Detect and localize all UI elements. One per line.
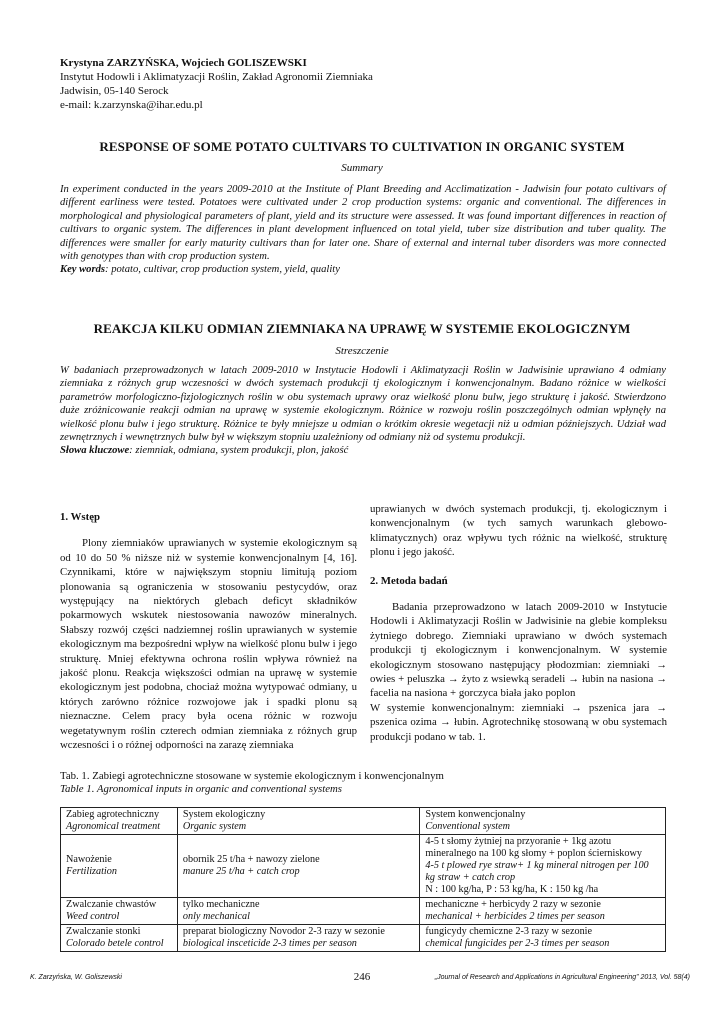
section-1-heading: 1. Wstęp: [60, 511, 100, 523]
table-cell: [61, 925, 178, 952]
author-block: [60, 56, 373, 112]
table-cell: [61, 835, 178, 898]
slowa-kluczowe-text: : ziemniak, odmiana, system produkcji, plon, jakość: [129, 445, 349, 457]
header-pl: System konwencjonalny: [425, 809, 526, 820]
section-2-text-1: Badania przeprowadzono w latach 2009-2010 w Instytucie Hodowli i Aklimatyzacji Roślin w Jadwisinie na glebie kompleksu żytniego dobrego. Ziemniaki uprawiano w dwóch systemach produkcji tj ekologicznym i konwencjonalnym. W systemie ekologicznym stosowano następujący płodozmian: ziemniaki → owies + peluszka → żyto z wsiewką seradeli → łubin na nasiona → facelia na nasiona + gorczyca biała jako poplon: [370, 601, 667, 700]
email: e-mail: k.zarzynska@ihar.edu.pl: [60, 99, 203, 111]
footer-journal: „Journal of Research and Applications in Agricultural Engineering” 2013, Vol. 58(4): [434, 974, 690, 981]
keywords-text: : potato, cultivar, crop production system, yield, quality: [105, 264, 340, 276]
cell-pl: preparat biologiczny Novodor 2-3 razy w sezonie: [182, 926, 385, 937]
cell-npk: N : 100 kg/ha, P : 53 kg/ha, K : 150 kg /ha: [425, 884, 599, 895]
table-header-cell: [420, 808, 666, 835]
polish-keywords: [60, 445, 348, 456]
table-header-row: [61, 808, 666, 835]
section-2-text-2: W systemie konwencjonalnym: ziemniaki → pszenica jara → pszenica ozima → łubin. Agrotechnikę stosowaną w obu systemach produkcji podano w tab. 1.: [370, 701, 667, 743]
section-2-heading: 2. Metoda badań: [370, 574, 448, 587]
authors: Krystyna ZARZYŃSKA, Wojciech GOLISZEWSKI: [60, 57, 307, 69]
polish-summary: [60, 364, 666, 458]
table-row: [61, 925, 666, 952]
table-header-cell: [177, 808, 420, 835]
header-en: Agronomical treatment: [66, 821, 161, 832]
header-pl: System ekologiczny: [182, 809, 266, 820]
table-cell: [61, 898, 178, 925]
section-1-continued: uprawianych w dwóch systemach produkcji, tj. ekologicznym i konwencjonalnym (w tych samych warunkach glebowo-klimatycznych) oraz wpływu tych różnic na wielkość, strukturę plonu i jego jakość.: [370, 503, 667, 559]
table-cell: [177, 925, 420, 952]
english-summary-text: In experiment conducted in the years 2009-2010 at the Institute of Plant Breeding and Acclimatization - Jadwisin four potato cultivars of different earliness were tested. Potatoes were cultivated under 2 crop production systems: organic and conventional. The differences in morphological and physiological parameters of plant, yield and its structure were assessed. It was found important differences in reaction of cultivars to organic system. The differences in plant development influenced on total yield, tuber size distribution and tuber quality. The differences were smaller for early maturity cultivars than for later one. Share of external and internal tuber disorders was more connected with genotypes than with crop production system.: [60, 184, 666, 263]
left-column: [60, 510, 357, 753]
right-column: [370, 502, 667, 744]
cell-en: chemical fungicides per 2-3 times per season: [425, 938, 610, 949]
address: Jadwisin, 05-140 Serock: [60, 85, 169, 97]
table-caption-en: Table 1. Agronomical inputs in organic and conventional systems: [60, 783, 343, 795]
cell-en: only mechanical: [182, 911, 250, 922]
english-summary: [60, 183, 666, 277]
cell-pl: obornik 25 t/ha + nawozy zielone: [182, 854, 320, 865]
english-keywords: [60, 264, 340, 275]
keywords-label: Key words: [60, 264, 106, 276]
cell-en: Fertilization: [66, 866, 117, 877]
cell-pl: Zwalczanie chwastów: [66, 899, 157, 910]
cell-en: mechanical + herbicides 2 times per season: [425, 911, 605, 922]
table-cell: [420, 835, 666, 898]
cell-pl: 4-5 t słomy żytniej na przyoranie + 1kg azotu mineralnego na 100 kg słomy + poplon ścierniskowy: [425, 836, 642, 859]
table-row: [61, 898, 666, 925]
english-title: RESPONSE OF SOME POTATO CULTIVARS TO CULTIVATION IN ORGANIC SYSTEM: [99, 139, 625, 154]
cell-pl: tylko mechaniczne: [182, 899, 260, 910]
table-caption: [60, 770, 444, 796]
table-header-cell: [61, 808, 178, 835]
summary-heading: Summary: [341, 162, 383, 174]
cell-pl: mechaniczne + herbicydy 2 razy w sezonie: [425, 899, 601, 910]
table-cell: [420, 898, 666, 925]
page-number: 246: [353, 971, 371, 983]
cell-en: Colorado betele control: [66, 938, 164, 949]
polish-title: REAKCJA KILKU ODMIAN ZIEMNIAKA NA UPRAWĘ W SYSTEMIE EKOLOGICZNYM: [93, 321, 631, 336]
table-cell: [420, 925, 666, 952]
slowa-kluczowe-label: Słowa kluczowe: [60, 445, 130, 457]
table-cell: [177, 835, 420, 898]
header-en: Conventional system: [425, 821, 511, 832]
institute: Instytut Hodowli i Aklimatyzacji Roślin, Zakład Agronomii Ziemniaka: [60, 71, 373, 83]
agronomical-inputs-table: [60, 807, 666, 952]
header-pl: Zabieg agrotechniczny: [66, 809, 160, 820]
streszczenie-heading: Streszczenie: [335, 345, 389, 357]
cell-pl: fungicydy chemiczne 2-3 razy w sezonie: [425, 926, 593, 937]
cell-en: Weed control: [66, 911, 120, 922]
cell-pl: Nawożenie: [66, 854, 112, 865]
table-cell: [177, 898, 420, 925]
footer-authors: K. Zarzyńska, W. Goliszewski: [30, 974, 122, 981]
table-row: [61, 835, 666, 898]
section-1-text: Plony ziemniaków uprawianych w systemie ekologicznym są od 10 do 50 % niższe niż w systemie konwencjonalnym [4, 16]. Czynnikami, które w największym stopniu limitują poziom plonowania są ograniczenia w stosowaniu pestycydów, oraz występujący na niektórych glebach deficyt składników pokarmowych wskutek niestosowania nawozów mineralnych. Słabszy rozwój części nadziemnej roślin uprawianych w systemie ekologicznym ma bezpośredni wpływ na wielkość plonu bulw i jego strukturę. Mniej efektywna ochrona roślin wpływa również na jakość plonu. Reakcja większości odmian na uprawę w systemie ekologicznym jest podobna, chociaż można wytypować odmiany, u których zarówno różnice rozwojowe jak i spadki plonu są nieznaczne. Celem pracy była ocena różnic w rozwoju wegetatywnym roślin czterech odmian ziemniaka z różnych grup wczesności i o różnej odporności na zarazę ziemniaka: [60, 537, 357, 752]
cell-en: biological insceticide 2-3 times per season: [182, 938, 357, 949]
polish-summary-text: W badaniach przeprowadzonych w latach 2009-2010 w Instytucie Hodowli i Aklimatyzacji Roślin w Jadwisinie uprawiano 4 odmiany ziemniaka z różnych grup wczesności w dwóch systemach produkcji tj ekologicznym i konwencjonalnym. Badano różnice w wielkości parametrów morfologiczno-fizjologicznych roślin w obu systemach uprawy oraz wielkość plonu bulw, jego strukturę i jakość. Stwierdzono duże zróżnicowanie reakcji odmian na uprawę w systemie ekologicznym. Różnice w rozwoju roślin poszczególnych odmian wpłynęły na wielkość plonu bulw i jego strukturę. Różnice te były mniejsze u odmian o krótkim okresie wegetacji niż u odmian późniejszych. Udział wad zewnętrznych i wewnętrznych bulw był w większym stopniu uzależniony od odmiany niż od systemu produkcji.: [60, 365, 666, 444]
table-caption-pl: Tab. 1. Zabiegi agrotechniczne stosowane w systemie ekologicznym i konwencjonalnym: [60, 770, 444, 782]
cell-en: 4-5 t plowed rye straw+ 1 kg mineral nitrogen per 100 kg straw + catch crop: [425, 860, 649, 883]
cell-pl: Zwalczanie stonki: [66, 926, 141, 937]
cell-en: manure 25 t/ha + catch crop: [182, 866, 300, 877]
header-en: Organic system: [182, 821, 247, 832]
